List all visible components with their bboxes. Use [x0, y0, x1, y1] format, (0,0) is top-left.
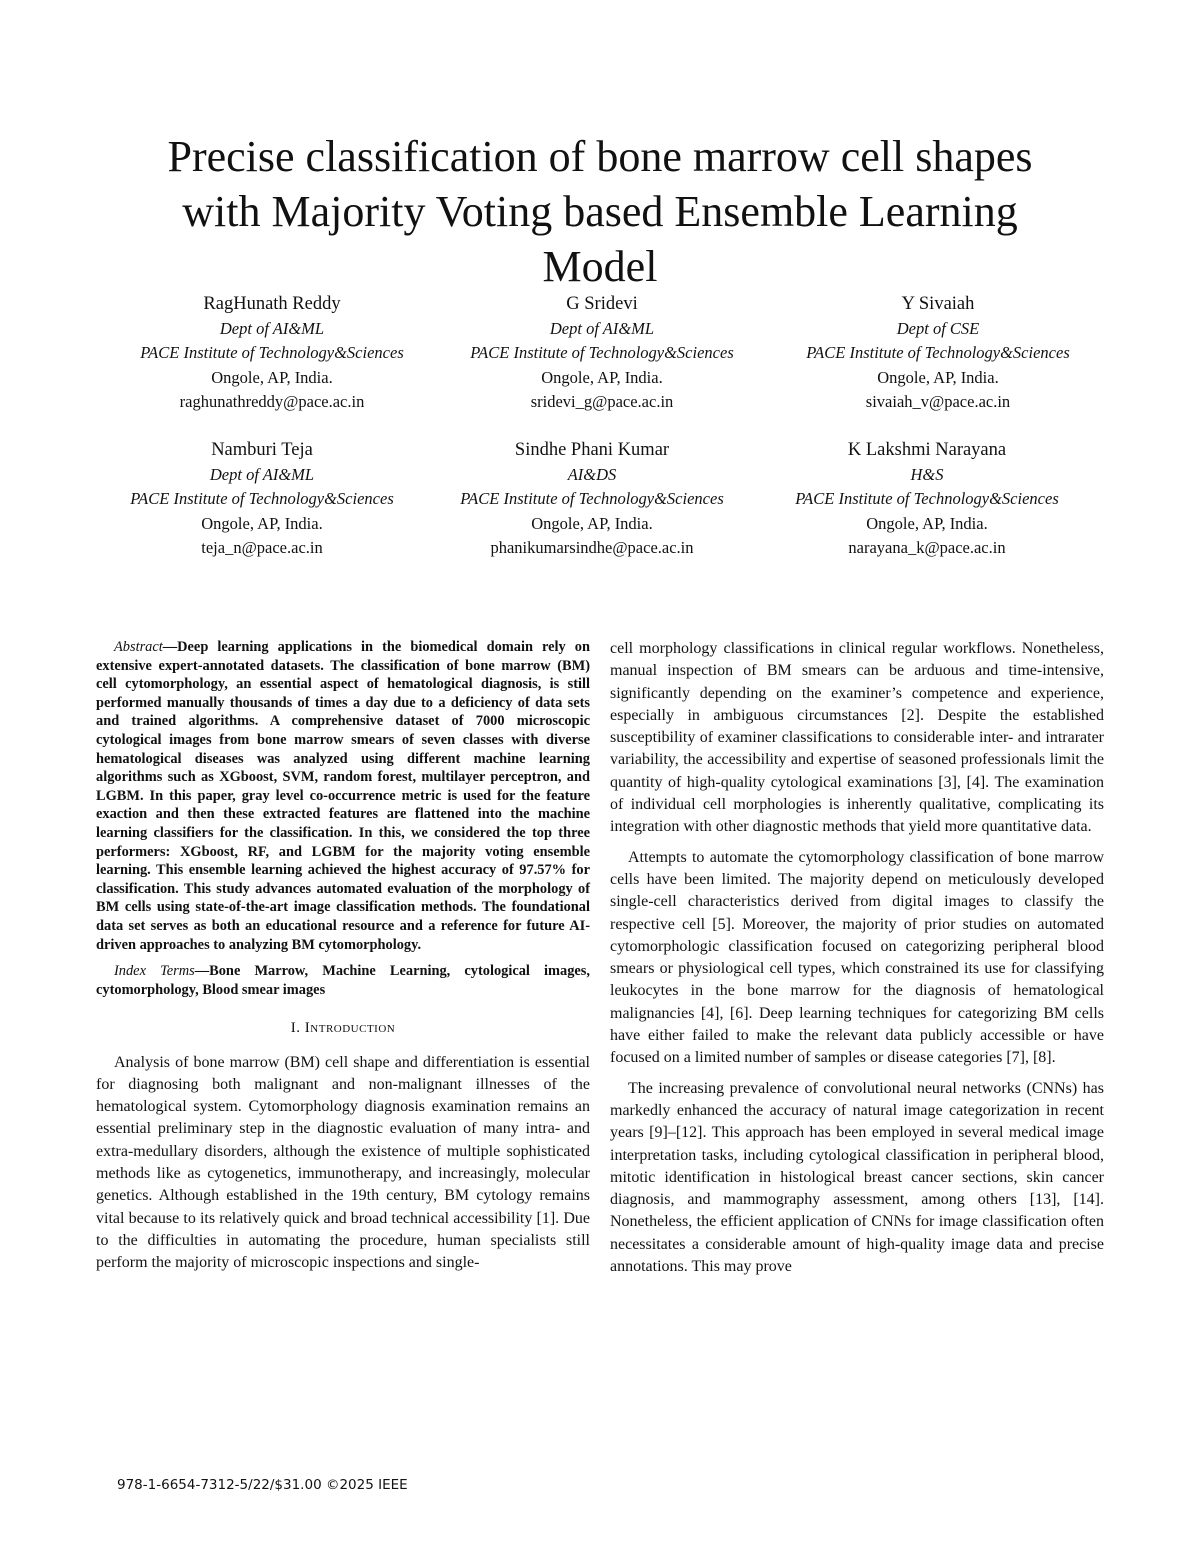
author-institute: PACE Institute of Technology&Sciences — [460, 489, 724, 508]
index-terms — [96, 962, 590, 999]
author-email[interactable]: teja_n@pace.ac.in — [201, 538, 323, 557]
copyright-footer: 978-1-6654-7312-5/22/$31.00 ©2025 IEEE — [117, 1477, 408, 1493]
author-name: Namburi Teja — [211, 440, 313, 460]
author-dept: H&S — [910, 464, 944, 484]
body-paragraph: Attempts to automate the cytomorphology classification of bone marrow cells have been limited. The majority depend on meticulously developed single-cell characteristics derived from digital images to classify the respective cell [5]. Moreover, the majority of prior studies on automated cytomorphologic classification focused on categorizing peripheral blood smears or physiological cell types, which constrained its use for classifying leukocytes in the bone marrow for the diagnosis of hematological malignancies [4], [6]. Deep learning techniques for categorizing BM cells have either failed to make the relevant data publicly accessible or have focused on a limited number of samples or disease categories [7], [8]. — [610, 848, 1104, 1067]
title-line: Precise classification of bone marrow cell shapes — [167, 132, 1033, 182]
author-location: Ongole, AP, India. — [866, 513, 988, 533]
abstract-text: —Deep learning applications in the biomedical domain rely on extensive expert-annotated datasets. The classification of bone marrow (BM) cell cytomorphology, an essential aspect of hematological diagnosis, is still performed manually thousands of times a day due to a deficiency of data sets and trained algorithms. A comprehensive dataset of 7000 microscopic cytological images from bone marrow smears of seven classes with diverse hematological diseases was analyzed using different machine learning algorithms such as XGboost, SVM, random forest, multilayer perceptron, and LGBM. In this paper, gray level co-occurrence metric is used for the feature exaction and then these extracted features are flattened into the machine learning classifiers for the classification. In this, we considered the top three performers: XGboost, RF, and LGBM for the majority voting ensemble learning. This ensemble learning achieved the highest accuracy of 97.57% for classification. This study advances automated evaluation of the morphology of BM cells using state-of-the-art image classification methods. The foundational data set serves as both an educational resource and a reference for future AI-driven approaches to analyzing BM cytomorphology. — [96, 639, 590, 953]
author-dept: AI&DS — [567, 464, 617, 484]
body-paragraph: The increasing prevalence of convolutional neural networks (CNNs) has markedly enhanced the accuracy of natural image categorization in recent years [9]–[12]. This approach has been employed in several medical image interpretation tasks, including cytological classification in peripheral blood, mitotic identification in histological breast cancer sections, skin cancer diagnosis, and mammography assessment, among others [13], [14]. Nonetheless, the efficient application of CNNs for image classification often necessitates a considerable amount of high-quality image data and precise annotations. This may prove — [610, 1079, 1104, 1276]
author-location: Ongole, AP, India. — [211, 367, 333, 387]
author-location: Ongole, AP, India. — [877, 367, 999, 387]
author-institute: PACE Institute of Technology&Sciences — [806, 343, 1070, 362]
intro-paragraph: Analysis of bone marrow (BM) cell shape and differentiation is essential for diagnosing both malignant and non-malignant illnesses of the hematological system. Cytomorphology diagnosis examination remains an essential preliminary step in the diagnostic evaluation of many intra- and extra-medullary disorders, although the existence of multiple sophisticated methods like as cytogenetics, immunotherapy, and increasingly, molecular genetics. Although established in the 19th century, BM cytology remains vital because to its relatively quick and broad technical accessibility [1]. Due to the difficulties in automating the procedure, human specialists still perform the majority of microscopic inspections and single- — [96, 1053, 590, 1272]
section-number: I. — [290, 1020, 301, 1037]
author-institute: PACE Institute of Technology&Sciences — [130, 489, 394, 508]
author-institute: PACE Institute of Technology&Sciences — [470, 343, 734, 362]
body-paragraph: cell morphology classifications in clinical regular workflows. Nonetheless, manual inspection of BM smears can be arduous and time-intensive, significantly depending on the examiner’s competence and experience, especially in ambiguous circumstances [2]. Despite the established susceptibility of examiner classifications to considerable inter- and intrarater variability, the accessibility and expertise of seasoned professionals limit the quantity of high-quality cytological examinations [3], [4]. The examination of individual cell morphologies is inherently qualitative, complicating its integration with other diagnostic methods that yield more quantitative data. — [610, 640, 1104, 836]
author-name: G Sridevi — [566, 294, 638, 314]
author-block-6 — [757, 438, 1097, 561]
author-name: K Lakshmi Narayana — [847, 440, 1007, 460]
author-block-5 — [422, 438, 762, 561]
author-email[interactable]: sivaiah_v@pace.ac.in — [865, 392, 1011, 411]
section-title: Introduction — [304, 1020, 396, 1037]
abstract — [96, 638, 590, 954]
author-dept: Dept of AI&ML — [219, 318, 325, 338]
section-heading — [96, 1017, 590, 1039]
author-name: Y Sivaiah — [901, 294, 975, 314]
author-name: Sindhe Phani Kumar — [514, 440, 670, 460]
author-block-4 — [92, 438, 432, 561]
paper-title — [80, 129, 1120, 294]
title-line: Model — [542, 242, 658, 292]
left-column — [96, 638, 590, 1275]
index-terms-text: —Bone Marrow, Machine Learning, cytological images, cytomorphology, Blood smear images — [96, 963, 591, 998]
author-email[interactable]: narayana_k@pace.ac.in — [848, 538, 1006, 557]
author-email[interactable]: raghunathreddy@pace.ac.in — [179, 392, 365, 411]
author-name: RagHunath Reddy — [203, 294, 341, 314]
author-email[interactable]: phanikumarsindhe@pace.ac.in — [490, 538, 694, 557]
author-institute: PACE Institute of Technology&Sciences — [140, 343, 404, 362]
author-location: Ongole, AP, India. — [201, 513, 323, 533]
author-dept: Dept of CSE — [896, 318, 980, 338]
title-line: with Majority Voting based Ensemble Learning — [182, 187, 1018, 237]
abstract-label: Abstract — [114, 639, 163, 655]
author-location: Ongole, AP, India. — [531, 513, 653, 533]
author-location: Ongole, AP, India. — [541, 367, 663, 387]
author-email[interactable]: sridevi_g@pace.ac.in — [530, 392, 674, 411]
right-column — [610, 638, 1104, 1278]
author-block-2 — [432, 292, 772, 415]
index-terms-label: Index Terms — [114, 963, 195, 980]
author-dept: Dept of AI&ML — [549, 318, 655, 338]
author-dept: Dept of AI&ML — [209, 464, 315, 484]
author-block-1 — [102, 292, 442, 415]
author-block-3 — [768, 292, 1108, 415]
author-institute: PACE Institute of Technology&Sciences — [795, 489, 1059, 508]
